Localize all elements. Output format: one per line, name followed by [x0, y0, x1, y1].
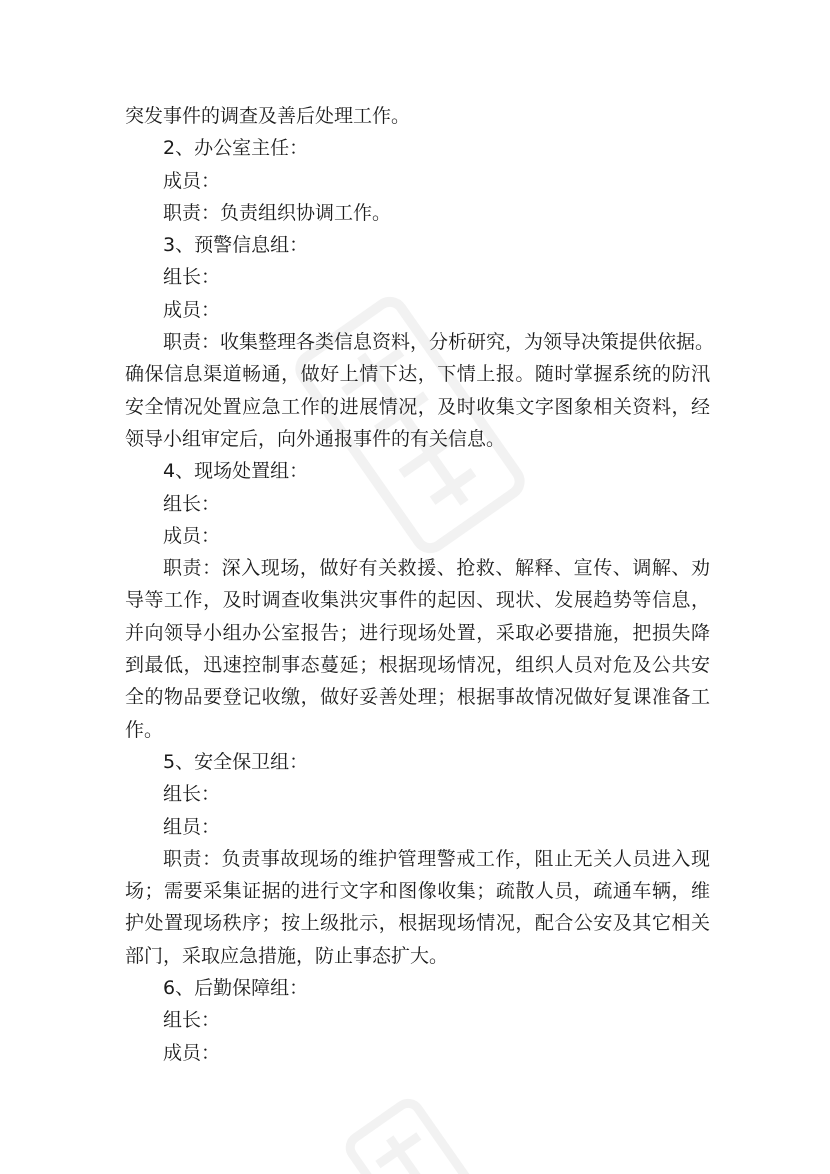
- text-line: 4、现场处置组：: [163, 460, 309, 483]
- text-line: 安全情况处置应急工作的进展情况，及时收集文字图象相关资料，经: [125, 395, 710, 418]
- text-line: 组长：: [163, 1009, 221, 1032]
- text-line: 成员：: [163, 298, 221, 321]
- text-line: 导等工作，及时调查收集洪灾事件的起因、现状、发展趋势等信息，: [125, 589, 710, 612]
- text-line: 职责：深入现场，做好有关救援、抢救、解释、宣传、调解、劝: [163, 557, 710, 580]
- text-line: 全的物品要登记收缴，做好妥善处理；根据事故情况做好复课准备工: [125, 686, 710, 709]
- text-line: 部门，采取应急措施，防止事态扩大。: [125, 944, 449, 967]
- text-line: 确保信息渠道畅通，做好上情下达，下情上报。随时掌握系统的防汛: [125, 363, 710, 386]
- document-body: [125, 100, 715, 1069]
- text-line: 组长：: [163, 783, 221, 806]
- watermark-seal-icon-bottom: [330, 1090, 500, 1174]
- text-line: 组长：: [163, 492, 221, 515]
- text-line: 成员：: [163, 169, 221, 192]
- text-line: 护处置现场秩序；按上级批示，根据现场情况，配合公安及其它相关: [125, 912, 710, 935]
- text-line: 领导小组审定后，向外通报事件的有关信息。: [125, 427, 506, 450]
- text-line: 2、办公室主任：: [163, 137, 309, 160]
- text-line: 职责：负责事故现场的维护管理警戒工作，阻止无关人员进入现: [163, 847, 710, 870]
- text-line: 作。: [125, 718, 164, 741]
- text-line: 3、预警信息组：: [163, 234, 309, 257]
- text-line: 职责：收集整理各类信息资料，分析研究，为领导决策提供依据。: [163, 331, 715, 354]
- text-line: 职责：负责组织协调工作。: [163, 201, 392, 224]
- text-line: 场；需要采集证据的进行文字和图像收集；疏散人员，疏通车辆，维: [125, 880, 710, 903]
- text-line: 6、后勤保障组：: [163, 977, 309, 1000]
- text-line: 组员：: [163, 815, 221, 838]
- text-line: 并向领导小组办公室报告；进行现场处置，采取必要措施，把损失降: [125, 621, 710, 644]
- text-line: 到最低，迅速控制事态蔓延；根据现场情况，组织人员对危及公共安: [125, 654, 710, 677]
- text-line: 组长：: [163, 266, 221, 289]
- text-line: 5、安全保卫组：: [163, 750, 309, 773]
- text-line: 成员：: [163, 524, 221, 547]
- text-line: 成员：: [163, 1041, 221, 1064]
- text-line: 突发事件的调查及善后处理工作。: [125, 105, 411, 127]
